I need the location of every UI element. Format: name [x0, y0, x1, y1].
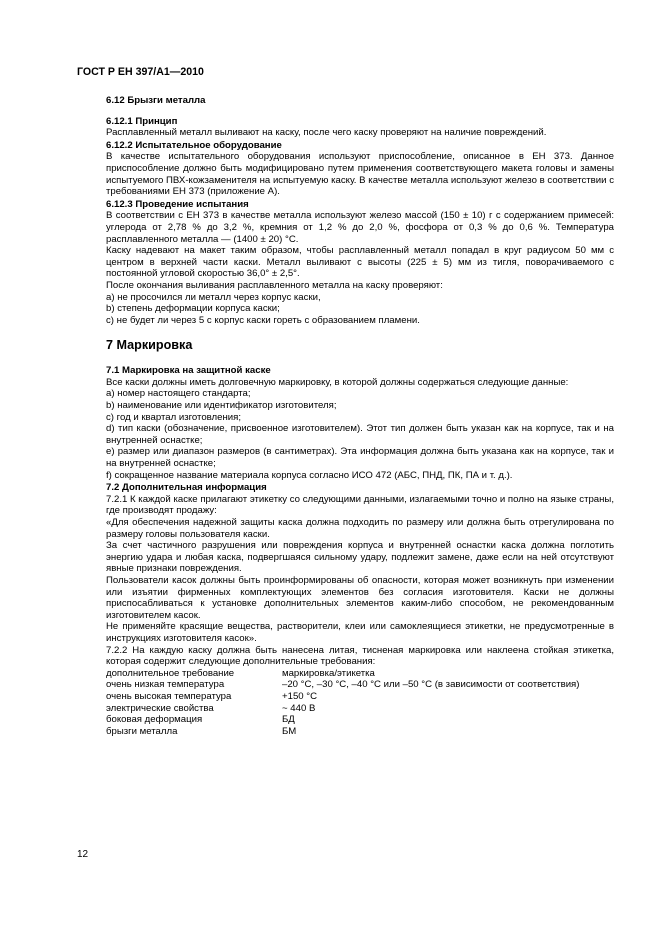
- section-7-2-title: 7.2 Дополнительная информация: [106, 482, 267, 494]
- table-row: [106, 691, 614, 703]
- section-6-12-2-title: 6.12.2 Испытательное оборудование: [106, 139, 282, 151]
- requirement-marking: ~ 440 В: [282, 702, 316, 714]
- requirement-name: дополнительное требование: [106, 667, 235, 679]
- requirement-name: боковая деформация: [106, 714, 203, 726]
- section-6-12-3-title: 6.12.3 Проведение испытания: [106, 198, 249, 210]
- section-7-1-title: 7.1 Маркировка на защитной каске: [106, 365, 271, 377]
- section-6-12-3-paragraph: После окончания выливания расплавленного металла на каску проверяют:: [106, 279, 443, 291]
- section-6-12-3-paragraph: Каску надевают на макет таким образом, чтобы расплавленный металл попадал в круг радиусом 50 мм с центром в верхней части каски. Металл выливают с высоты (225 ± 5) мм из тигля, поворачиваемого с постоянной угловой скоростью 36,0° ± 2,5°.: [106, 245, 614, 280]
- label-text-paragraph: Пользователи касок должны быть проинформированы об опасности, которая может возникнуть при изменении или изъятии фирменных комплектующих элементов без согласия изготовителя. Каски не должны приспосабливаться к установке дополнительных элементов каким-либо способом, не рекомендованным изготовителем касок.: [106, 574, 614, 621]
- section-7-title: 7 Маркировка: [106, 338, 193, 353]
- table-row: [106, 668, 614, 680]
- table-row: [106, 726, 614, 738]
- requirement-marking: маркировка/этикетка: [282, 667, 375, 679]
- label-text-paragraph: За счет частичного разрушения или повреждения корпуса и внутренней оснастки каска должна поглотить энергию удара и любая каска, подвергшаяся сильному удару, подлежит замене, даже если на ней отсутствуют явные признаки повреждения.: [106, 540, 614, 575]
- document-body: [106, 95, 614, 737]
- marking-item: e) размер или диапазон размеров (в сантиметрах). Эта информация должна быть указана как на корпусе, так и на внутренней оснастке;: [106, 446, 614, 470]
- marking-item: c) год и квартал изготовления;: [106, 411, 242, 423]
- requirement-marking: +150 °С: [282, 690, 318, 702]
- section-6-12-3-paragraph: В соответствии с ЕН 373 в качестве металла используют железо массой (150 ± 10) г с содержанием примесей: углерода от 2,78 % до 3,2 %, кремния от 1,2 % до 2,0 %, фосфора от 0,3 % до 0,6 %. Температура расплавленного металла — (1400 ± 20) °С.: [106, 210, 614, 245]
- check-item: c) не будет ли через 5 с корпус каски гореть с образованием пламени.: [106, 314, 420, 326]
- section-6-12-title: 6.12 Брызги металла: [106, 95, 206, 106]
- marking-item: b) наименование или идентификатор изготовителя;: [106, 400, 337, 412]
- section-6-12-1-title: 6.12.1 Принцип: [106, 115, 178, 127]
- section-7-1-intro: Все каски должны иметь долговечную маркировку, в которой должны содержаться следующие данные:: [106, 376, 569, 388]
- section-6-12-2-text: В качестве испытательного оборудования используют приспособление, описанное в ЕН 373. Данное приспособление должно быть модифицировано путем применения соответствующего макета головы и замены испытуемого ПВХ-кожзаменителя на испытуемую каску. В качестве металла используют железо в соответствии с требованиями ЕН 373 (приложение А).: [106, 151, 614, 198]
- check-item: b) степень деформации корпуса каски;: [106, 303, 280, 315]
- check-item: a) не просочился ли металл через корпус каски,: [106, 291, 321, 303]
- requirement-name: очень низкая температура: [106, 679, 225, 691]
- requirement-name: очень высокая температура: [106, 690, 232, 702]
- marking-item: a) номер настоящего стандарта;: [106, 388, 251, 400]
- marking-item: f) сокращенное название материала корпуса согласно ИСО 472 (АБС, ПНД, ПК, ПА и т. д.).: [106, 469, 513, 481]
- requirement-marking: БМ: [282, 725, 297, 737]
- requirement-marking: БД: [282, 714, 295, 726]
- section-7-2-2-paragraph: 7.2.2 На каждую каску должна быть нанесена литая, тисненая маркировка или наклеена стойкая этикетка, которая содержит следующие дополнительные требования:: [106, 644, 614, 668]
- table-row: [106, 679, 614, 691]
- page-header: ГОСТ Р ЕН 397/A1—2010: [77, 66, 204, 78]
- marking-item: d) тип каски (обозначение, присвоенное изготовителем). Этот тип должен быть указан как на корпусе, так и на внутренней оснастке;: [106, 423, 614, 446]
- section-6-12-1-text: Расплавленный металл выливают на каску, после чего каску проверяют на наличие повреждений.: [106, 127, 547, 139]
- requirement-name: брызги металла: [106, 725, 178, 737]
- requirements-table: [106, 668, 614, 738]
- table-row: [106, 714, 614, 726]
- requirement-name: электрические свойства: [106, 702, 214, 714]
- requirement-marking: –20 °С, –30 °С, –40 °С или –50 °С (в зависимости от соответствия): [282, 679, 580, 691]
- table-row: [106, 703, 614, 715]
- section-7-2-1-paragraph: 7.2.1 К каждой каске прилагают этикетку со следующими данными, излагаемыми точно и полно на языке страны, где производят продажу:: [106, 493, 614, 517]
- page-number: 12: [77, 849, 89, 860]
- label-text-paragraph: «Для обеспечения надежной защиты каска должна подходить по размеру или должна быть отрегулирована по размеру головы пользователя каски.: [106, 517, 614, 540]
- label-text-paragraph: Не применяйте красящие вещества, растворители, клеи или самоклеящиеся этикетки, не предусмотренные в инструкциях изготовителя касок».: [106, 621, 614, 644]
